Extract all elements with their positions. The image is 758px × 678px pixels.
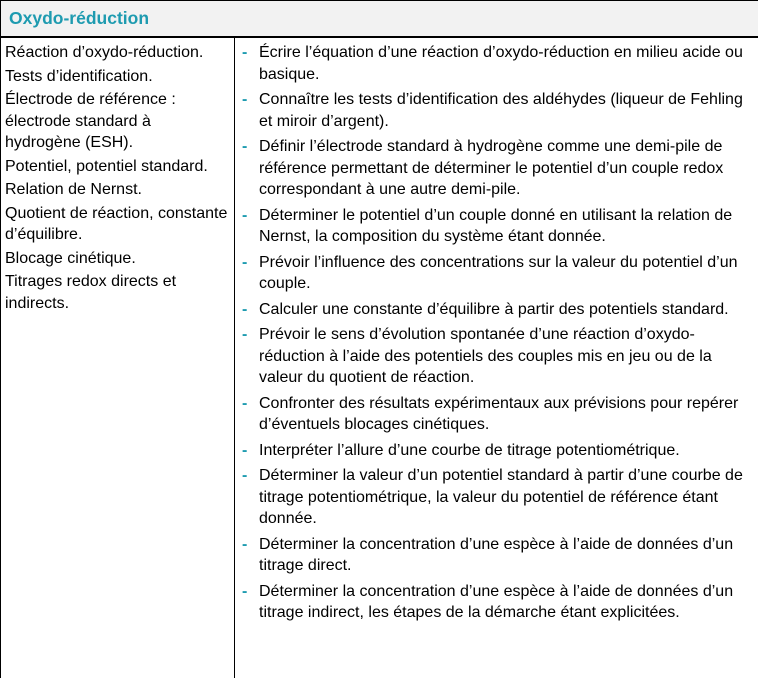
skill-text: Déterminer la valeur d’un potentiel standard à partir d’une courbe de titrage potentiométrique, la valeur du potentiel de référence étant donnée. [259,467,743,527]
skill-item [239,440,758,462]
bullet-dash: - [242,253,248,271]
skill-text: Calculer une constante d’équilibre à partir des potentiels standard. [259,300,729,318]
table-header [1,0,758,37]
knowledge-item: Réaction d’oxydo-réduction. [5,44,204,61]
section-title: Oxydo-réduction [9,8,150,28]
skill-item [239,252,758,295]
skill-item [239,205,758,248]
skill-text: Écrire l’équation d’une réaction d’oxydo-réduction en milieu acide ou basique. [259,44,743,83]
skill-item [239,465,758,530]
skill-item [239,89,758,132]
bullet-dash: - [242,394,248,412]
knowledge-column [1,38,235,678]
bullet-dash: - [242,206,248,224]
knowledge-item: Blocage cinétique. [5,249,136,267]
skill-text: Prévoir le sens d’évolution spontanée d’une réaction d’oxydo-réduction à l’aide des potentiels des couples mis en jeu ou de la valeur du quotient de réaction. [259,326,712,386]
skill-text: Déterminer la concentration d’une espèce à l’aide de données d’un titrage direct. [259,535,734,574]
knowledge-item: Tests d’identification. [5,67,153,85]
skill-text: Prévoir l’influence des concentrations sur la valeur du potentiel d’un couple. [259,253,738,292]
skill-item [239,393,758,436]
skill-text: Interpréter l’allure d’une courbe de titrage potentiométrique. [259,441,680,459]
knowledge-item: Potentiel, potentiel standard. [5,157,208,175]
skill-item [239,42,758,85]
skill-text: Connaître les tests d’identification des aldéhydes (liqueur de Fehling et miroir d’argent). [259,91,743,130]
skill-item [239,534,758,577]
skill-item [239,324,758,389]
bullet-dash: - [242,326,248,343]
bullet-dash: - [242,467,248,484]
skill-text: Confronter des résultats expérimentaux aux prévisions pour repérer d’éventuels blocages cinétiques. [259,394,739,433]
bullet-dash: - [242,535,248,553]
knowledge-item: Quotient de réaction, constante d’équilibre. [5,204,228,243]
knowledge-item: Relation de Nernst. [5,181,142,198]
skill-text: Déterminer le potentiel d’un couple donné en utilisant la relation de Nernst, la composition du système étant donnée. [259,206,733,245]
skill-text: Déterminer la concentration d’une espèce à l’aide de données d’un titrage indirect, les étapes de la démarche étant explicitées. [259,582,734,621]
bullet-dash: - [242,138,248,155]
bullet-dash: - [242,441,248,459]
bullet-dash: - [242,300,248,318]
skill-item [239,299,758,321]
knowledge-item: Titrages redox directs et indirects. [5,273,177,312]
bullet-dash: - [242,44,248,61]
skill-item [239,136,758,201]
skill-item [239,581,758,624]
bullet-dash: - [242,91,248,108]
skill-text: Définir l’électrode standard à hydrogène comme une demi-pile de référence permettant de déterminer le potentiel d’un couple redox correspondant à une autre demi-pile. [259,138,724,198]
bullet-dash: - [242,582,248,600]
table-body [1,37,758,678]
knowledge-item: Électrode de référence : électrode standard à hydrogène (ESH). [5,91,176,151]
skills-column [235,38,758,678]
